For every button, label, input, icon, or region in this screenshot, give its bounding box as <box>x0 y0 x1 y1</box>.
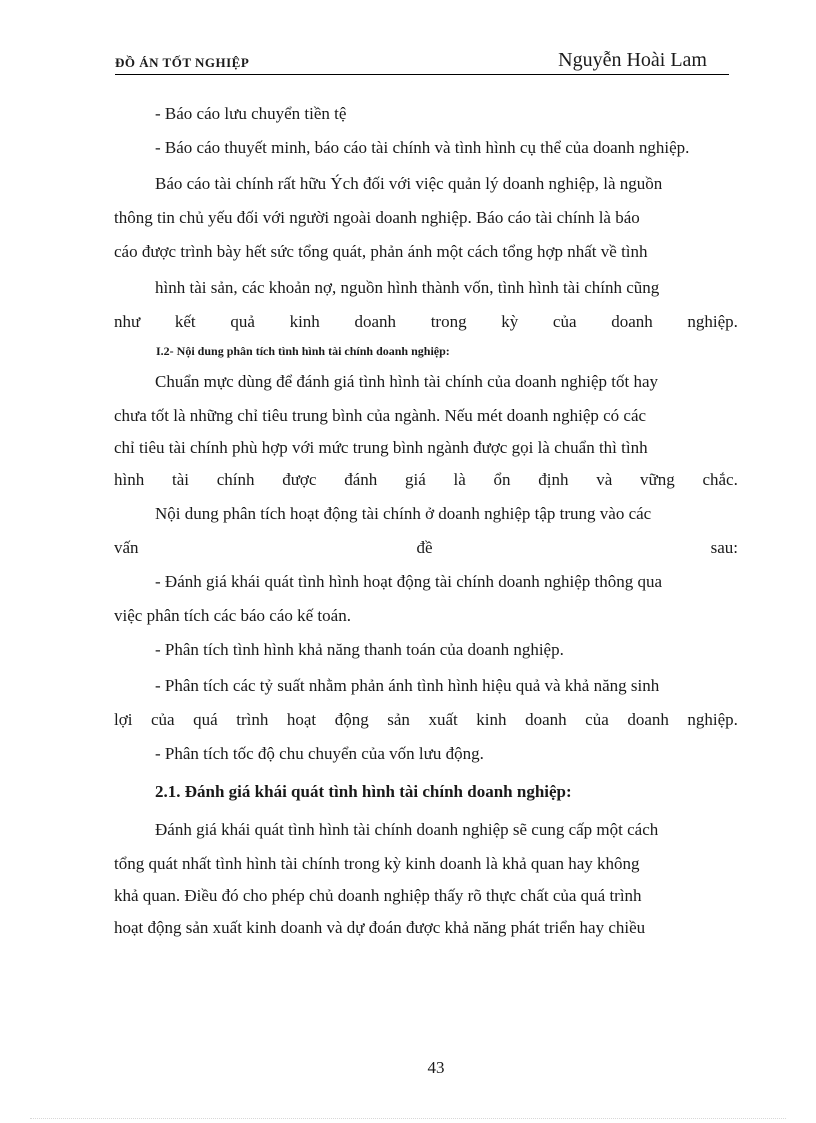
page-number: 43 <box>427 1058 445 1077</box>
word: của <box>552 312 577 331</box>
justified-line <box>114 704 738 736</box>
word: định <box>538 470 569 489</box>
word: và <box>596 470 613 489</box>
word: hoạt <box>286 710 317 729</box>
word: doanh <box>611 312 653 331</box>
word: như <box>114 312 141 331</box>
word: doanh <box>525 710 567 729</box>
list-item: - Phân tích tốc độ chu chuyển của vốn lưu động. <box>155 744 484 763</box>
paragraph-line: chưa tốt là những chỉ tiêu trung bình của ngành. Nếu mét doanh nghiệp có các <box>114 406 647 425</box>
word: quả <box>230 312 255 331</box>
list-item: - Đánh giá khái quát tình hình hoạt động tài chính doanh nghiệp thông qua <box>155 572 663 591</box>
justified-line <box>114 464 738 496</box>
word: sản <box>387 710 410 729</box>
word: là <box>453 470 466 489</box>
paragraph-line: hoạt động sản xuất kinh doanh và dự đoán được khả năng phát triển hay chiều <box>114 918 646 937</box>
word: kỳ <box>501 312 519 331</box>
list-item-continuation: việc phân tích các báo cáo kế toán. <box>114 606 351 625</box>
word: đề <box>416 538 433 557</box>
word: chính <box>216 470 255 489</box>
word: sau: <box>710 538 738 557</box>
header-author: Nguyễn Hoài Lam <box>558 49 707 71</box>
list-item: - Phân tích tình hình khả năng thanh toán của doanh nghiệp. <box>155 640 564 659</box>
paragraph-line: Báo cáo tài chính rất hữu Ých đối với việc quản lý doanh nghiệp, là nguồn <box>155 174 663 193</box>
document-body <box>114 98 738 944</box>
bullet-cash-flow: - Báo cáo lưu chuyển tiền tệ <box>155 104 347 123</box>
word: lợi <box>114 710 133 729</box>
paragraph-line: Nội dung phân tích hoạt động tài chính ở doanh nghiệp tập trung vào các <box>155 504 652 523</box>
word: trình <box>236 710 269 729</box>
list-item: - Phân tích các tỷ suất nhằm phản ánh tình hình hiệu quả và khả năng sinh <box>155 676 660 695</box>
paragraph-line: tổng quát nhất tình hình tài chính trong kỳ kinh doanh là khả quan hay không <box>114 854 640 873</box>
word: được <box>282 470 317 489</box>
word: tài <box>171 470 189 489</box>
justified-line <box>114 532 738 564</box>
word: của <box>150 710 175 729</box>
word: quá <box>193 710 218 729</box>
word: kinh <box>289 312 320 331</box>
paragraph-line: Chuẩn mực dùng để đánh giá tình hình tài chính của doanh nghiệp tốt hay <box>155 372 659 391</box>
word: của <box>585 710 609 729</box>
word: vấn <box>114 538 139 557</box>
bullet-notes: - Báo cáo thuyết minh, báo cáo tài chính và tình hình cụ thể của doanh nghiệp. <box>155 138 690 157</box>
justified-line <box>114 306 738 338</box>
word: nghiệp. <box>687 312 738 331</box>
paragraph-line: cáo được trình bày hết sức tổng quát, phản ánh một cách tổng hợp nhất về tình <box>114 242 648 261</box>
paragraph-line: chỉ tiêu tài chính phù hợp với mức trung bình ngành được gọi là chuẩn thì tình <box>114 438 648 457</box>
header-title: ĐỒ ÁN TỐT NGHIỆP <box>115 55 250 70</box>
word: nghiệp. <box>687 710 738 729</box>
page-header <box>115 48 729 75</box>
word: ổn <box>493 470 511 489</box>
word: xuất <box>428 710 458 729</box>
paragraph-line: Đánh giá khái quát tình hình tài chính doanh nghiệp sẽ cung cấp một cách <box>155 820 659 839</box>
section-heading: 2.1. Đánh giá khái quát tình hình tài chính doanh nghiệp: <box>155 782 572 801</box>
word: giá <box>404 470 426 489</box>
word: kinh <box>476 710 507 729</box>
paragraph-line: thông tin chủ yếu đối với người ngoài doanh nghiệp. Báo cáo tài chính là báo <box>114 208 640 227</box>
word: doanh <box>627 710 669 729</box>
word: kết <box>174 312 196 331</box>
word: chắc. <box>702 470 738 489</box>
paragraph-line: khả quan. Điều đó cho phép chủ doanh nghiệp thấy rõ thực chất của quá trình <box>114 886 642 905</box>
word: động <box>334 710 369 729</box>
word: đánh <box>344 470 378 489</box>
word: trong <box>430 312 467 331</box>
sub-heading: I.2- Nội dung phân tích tình hình tài chính doanh nghiệp: <box>156 344 450 358</box>
word: doanh <box>354 312 397 331</box>
word: vững <box>640 470 675 489</box>
paragraph-line: hình tài sản, các khoản nợ, nguồn hình thành vốn, tình hình tài chính cũng <box>155 278 660 297</box>
footer-divider <box>30 1118 786 1119</box>
word: hình <box>114 470 145 489</box>
